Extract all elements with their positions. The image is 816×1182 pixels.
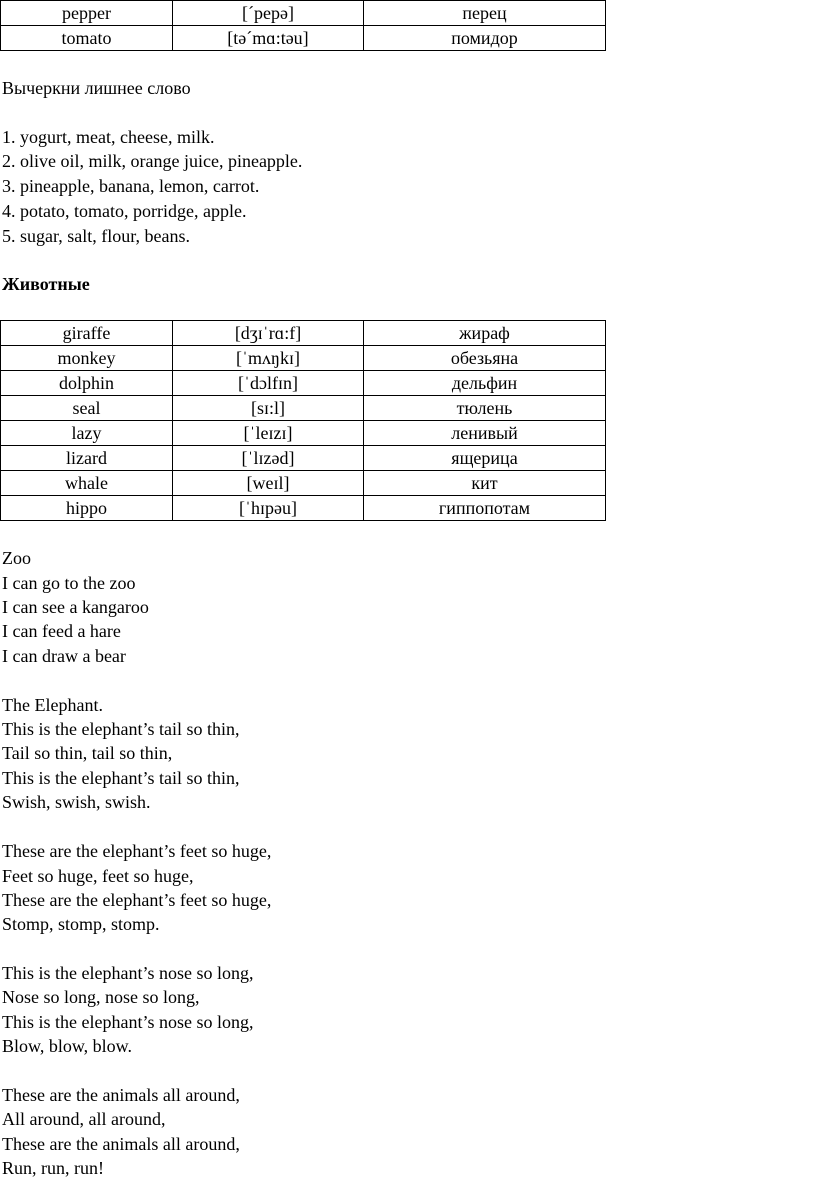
animals-heading: Животные bbox=[2, 274, 90, 294]
transcription-cell: [dʒɪˈrɑ:f] bbox=[173, 321, 364, 346]
poem-line: All around, all around, bbox=[2, 1109, 166, 1129]
exercise-heading: Вычеркни лишнее слово bbox=[2, 78, 191, 98]
word-cell: giraffe bbox=[1, 321, 173, 346]
poem-line: This is the elephant’s nose so long, bbox=[2, 1012, 254, 1032]
translation-cell: перец bbox=[364, 1, 606, 26]
poem-line: These are the animals all around, bbox=[2, 1085, 240, 1105]
poem-line: I can see a kangaroo bbox=[2, 597, 149, 617]
exercise-item: 2. olive oil, milk, orange juice, pineapple. bbox=[2, 151, 303, 171]
word-cell: hippo bbox=[1, 496, 173, 521]
table-row bbox=[1, 346, 606, 371]
poem-line: This is the elephant’s tail so thin, bbox=[2, 719, 240, 739]
table-row bbox=[1, 396, 606, 421]
exercise-item: 5. sugar, salt, flour, beans. bbox=[2, 226, 191, 246]
transcription-cell: [sɪ:l] bbox=[173, 396, 364, 421]
translation-cell: помидор bbox=[364, 26, 606, 51]
vocab-table-top bbox=[0, 0, 606, 51]
word-cell: pepper bbox=[1, 1, 173, 26]
word-cell: whale bbox=[1, 471, 173, 496]
translation-cell: кит bbox=[364, 471, 606, 496]
poem-line: Swish, swish, swish. bbox=[2, 792, 151, 812]
poem-line: This is the elephant’s tail so thin, bbox=[2, 768, 240, 788]
poem-line: This is the elephant’s nose so long, bbox=[2, 963, 254, 983]
table-row bbox=[1, 1, 606, 26]
transcription-cell: [weɪl] bbox=[173, 471, 364, 496]
table-row bbox=[1, 471, 606, 496]
exercise-item: 4. potato, tomato, porridge, apple. bbox=[2, 201, 247, 221]
transcription-cell: [ˈhɪpəu] bbox=[173, 496, 364, 521]
translation-cell: тюлень bbox=[364, 396, 606, 421]
table-row bbox=[1, 371, 606, 396]
exercise-item: 3. pineapple, banana, lemon, carrot. bbox=[2, 176, 260, 196]
poem-line: These are the elephant’s feet so huge, bbox=[2, 841, 272, 861]
transcription-cell: [ˊpepə] bbox=[173, 1, 364, 26]
poem-line: I can draw a bear bbox=[2, 646, 126, 666]
table-row bbox=[1, 26, 606, 51]
word-cell: tomato bbox=[1, 26, 173, 51]
transcription-cell: [ˈleɪzɪ] bbox=[173, 421, 364, 446]
word-cell: lizard bbox=[1, 446, 173, 471]
poem-line: Blow, blow, blow. bbox=[2, 1036, 132, 1056]
transcription-cell: [ˈmʌŋkɪ] bbox=[173, 346, 364, 371]
poem-title: Zoo bbox=[2, 548, 31, 568]
transcription-cell: [təˊmɑ:təu] bbox=[173, 26, 364, 51]
translation-cell: ящерица bbox=[364, 446, 606, 471]
word-cell: seal bbox=[1, 396, 173, 421]
poem-line: Run, run, run! bbox=[2, 1158, 104, 1178]
table-row bbox=[1, 421, 606, 446]
word-cell: monkey bbox=[1, 346, 173, 371]
word-cell: dolphin bbox=[1, 371, 173, 396]
poem-line: Nose so long, nose so long, bbox=[2, 987, 200, 1007]
poem-line: I can feed a hare bbox=[2, 621, 121, 641]
table-row bbox=[1, 496, 606, 521]
translation-cell: гиппопотам bbox=[364, 496, 606, 521]
vocab-table-animals bbox=[0, 320, 606, 521]
poem-title: The Elephant. bbox=[2, 695, 103, 715]
transcription-cell: [ˈdɔlfɪn] bbox=[173, 371, 364, 396]
table-row bbox=[1, 321, 606, 346]
translation-cell: ленивый bbox=[364, 421, 606, 446]
poem-line: Feet so huge, feet so huge, bbox=[2, 866, 194, 886]
translation-cell: обезьяна bbox=[364, 346, 606, 371]
poem-line: These are the elephant’s feet so huge, bbox=[2, 890, 272, 910]
poem-line: Tail so thin, tail so thin, bbox=[2, 743, 173, 763]
poem-line: Stomp, stomp, stomp. bbox=[2, 914, 160, 934]
translation-cell: дельфин bbox=[364, 371, 606, 396]
transcription-cell: [ˈlɪzəd] bbox=[173, 446, 364, 471]
exercise-item: 1. yogurt, meat, cheese, milk. bbox=[2, 127, 215, 147]
translation-cell: жираф bbox=[364, 321, 606, 346]
poem-line: These are the animals all around, bbox=[2, 1134, 240, 1154]
poem-line: I can go to the zoo bbox=[2, 573, 136, 593]
table-row bbox=[1, 446, 606, 471]
word-cell: lazy bbox=[1, 421, 173, 446]
